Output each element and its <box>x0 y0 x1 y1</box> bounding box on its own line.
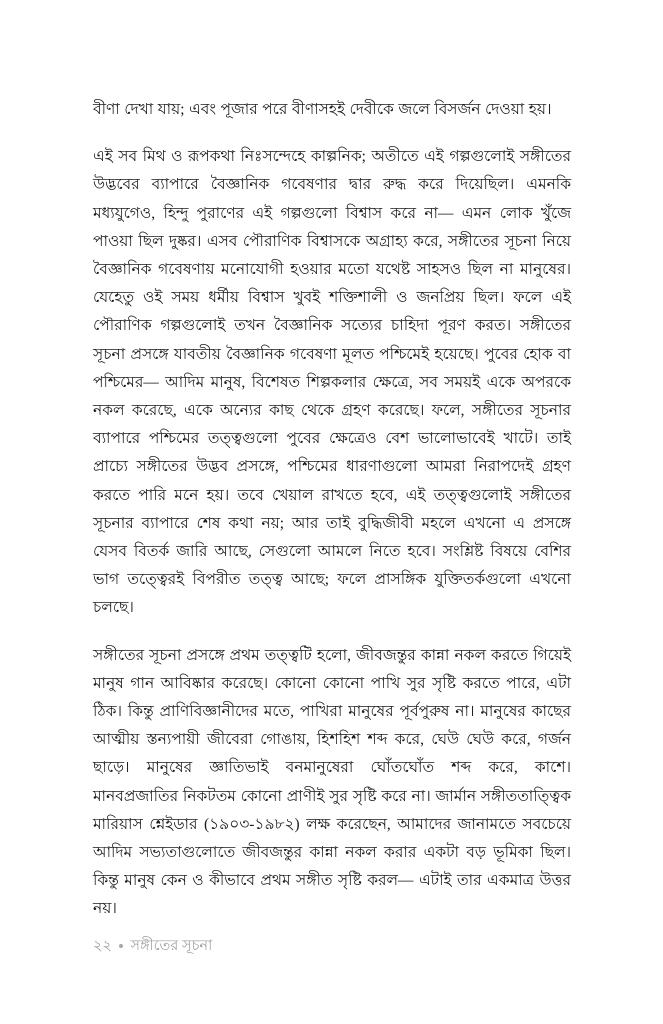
page-footer <box>93 936 212 956</box>
footer-chapter-title: সঙ্গীতের সূচনা <box>130 938 213 954</box>
bullet-separator-icon <box>119 944 124 949</box>
footer-page-number: ২২ <box>93 938 112 954</box>
body-text-column <box>93 96 571 924</box>
paragraph-myths-and-science: এই সব মিথ ও রূপকথা নিঃসন্দেহে কাল্পনিক; অতীতে এই গল্পগুলোই সঙ্গীতের উদ্ভবের ব্যাপারে বৈজ্ঞানিক গবেষণার দ্বার রুদ্ধ করে দিয়েছিল। এমনকি মধ্যযুগেও, হিন্দু পুরাণের এই গল্পগুলো বিশ্বাস করে না— এমন লোক খুঁজে পাওয়া ছিল দুষ্কর। এসব পৌরাণিক বিশ্বাসকে অগ্রাহ্য করে, সঙ্গীতের সূচনা নিয়ে বৈজ্ঞানিক গবেষণায় মনোযোগী হওয়ার মতো যথেষ্ট সাহসও ছিল না মানুষের। যেহেতু ওই সময় ধর্মীয় বিশ্বাস খুবই শক্তিশালী ও জনপ্রিয় ছিল। ফলে এই পৌরাণিক গল্পগুলোই তখন বৈজ্ঞানিক সত্যের চাহিদা পূরণ করত। সঙ্গীতের সূচনা প্রসঙ্গে যাবতীয় বৈজ্ঞানিক গবেষণা মূলত পশ্চিমেই হয়েছে। পুবের হোক বা পশ্চিমের— আদিম মানুষ, বিশেষত শিল্পকলার ক্ষেত্রে, সব সময়ই একে অপরকে নকল করেছে, একে অন্যের কাছ থেকে গ্রহণ করেছে। ফলে, সঙ্গীতের সূচনার ব্যাপারে পশ্চিমের তত্ত্বগুলো পুবের ক্ষেত্রেও বেশ ভালোভাবেই খাটে। তাই প্রাচ্যে সঙ্গীতের উদ্ভব প্রসঙ্গে, পশ্চিমের ধারণাগুলো আমরা নিরাপদেই গ্রহণ করতে পারি মনে হয়। তবে খেয়াল রাখতে হবে, এই তত্ত্বগুলোই সঙ্গীতের সূচনার ব্যাপারে শেষ কথা নয়; আর তাই বুদ্ধিজীবী মহলে এখনো এ প্রসঙ্গে যেসব বিতর্ক জারি আছে, সেগুলো আমলে নিতে হবে। সংশ্লিষ্ট বিষয়ে বেশির ভাগ তত্ত্বেরই বিপরীত তত্ত্ব আছে; ফলে প্রাসঙ্গিক যুক্তিতর্কগুলো এখনো চলছে। <box>93 148 571 617</box>
paragraph-continuation: বীণা দেখা যায়; এবং পূজার পরে বীণাসহই দেবীকে জলে বিসর্জন দেওয়া হয়। <box>93 101 552 118</box>
paragraph-animal-cries-theory: সঙ্গীতের সূচনা প্রসঙ্গে প্রথম তত্ত্বটি হলো, জীবজন্তুর কান্না নকল করতে গিয়েই মানুষ গান আবিষ্কার করেছে। কোনো কোনো পাখি সুর সৃষ্টি করতে পারে, এটা ঠিক। কিন্তু প্রাণিবিজ্ঞানীদের মতে, পাখিরা মানুষের পূর্বপুরুষ না। মানুষের কাছের আত্মীয় স্তন্যপায়ী জীবেরা গোঙায়, হিশহিশ শব্দ করে, ঘেউ ঘেউ করে, গর্জন ছাড়ে। মানুষের জ্ঞাতিভাই বনমানুষেরা ঘোঁতঘোঁত শব্দ করে, কাশে। মানবপ্রজাতির নিকটতম কোনো প্রাণীই সুর সৃষ্টি করে না। জার্মান সঙ্গীততাত্ত্বিক মারিয়াস শ্নেইডার (১৯০৩-১৯৮২) লক্ষ করেছেন, আমাদের জানামতে সবচেয়ে আদিম সভ্যতাগুলোতে জীবজন্তুর কান্না নকল করার একটা বড় ভূমিকা ছিল। কিন্তু মানুষ কেন ও কীভাবে প্রথম সঙ্গীত সৃষ্টি করল— এটাই তার একমাত্র উত্তর নয়। <box>93 646 571 918</box>
